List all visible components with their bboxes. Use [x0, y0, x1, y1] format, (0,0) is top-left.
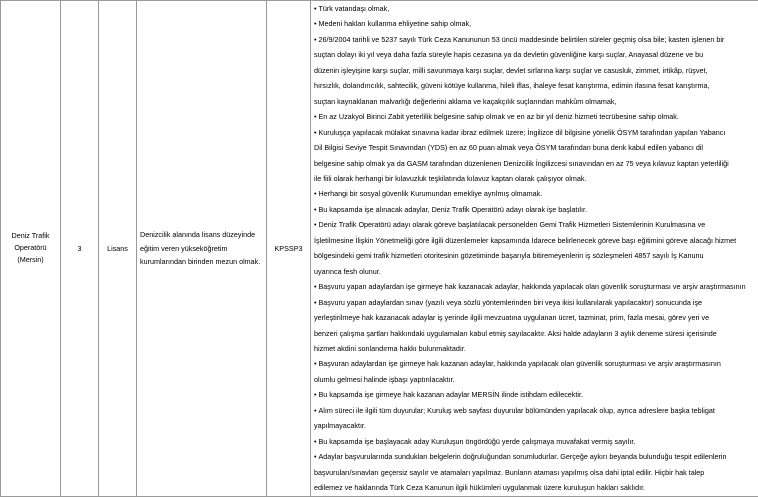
requirement-line: Denizcilik alanında lisans düzeyinde [140, 228, 263, 242]
condition-item: • Türk vatandaşı olmak, [314, 1, 755, 16]
condition-item-continuation: İşletilmesine İlişkin Yönetmeliği göre ilgili düzenlemeler kapsamında İdarece belirlenecek göreve başı eğitimini göreve alacağı hizmet [314, 233, 755, 248]
condition-item-continuation: suçtan dolayı iki yıl veya daha fazla süreyle hapis cezasına ya da devletin güvenliğine karşı suçlar, Anayasal düzene ve bu [314, 47, 755, 62]
condition-item: • Herhangi bir sosyal güvenlik Kurumundan emekliye ayrılmış olmamak. [314, 186, 755, 201]
condition-item: • Deniz Trafik Operatörü adayı olarak göreve başlatılacak personelden Gemi Trafik Hizmetleri Sistemlerinin Kurulmasına ve [314, 217, 755, 232]
condition-item-continuation: bölgesindeki gemi trafik hizmetleri otoritesinin gözetiminde başarıyla bitiremeyenlerin iş sözleşmeleri 4857 sayılı İş Kanunu [314, 248, 755, 263]
condition-item-continuation: benzeri çalışma şartları hakkındaki uygulamaları kabul etmiş sayılacaktır. Aksi halde adayların 3 aylık deneme süresi içerisinde [314, 326, 755, 341]
condition-item: • Bu kapsamda işe başlayacak aday Kuruluşun öngördüğü yerde çalışmaya muvafakat vermiş sayılır. [314, 434, 755, 449]
condition-item-continuation: olumlu gelmesi halinde işbaşı yaptırılacaktır. [314, 372, 755, 387]
condition-item: • Medeni hakları kullanma ehliyetine sahip olmak, [314, 16, 755, 31]
conditions-cell [311, 1, 758, 497]
position-title-line: Deniz Trafik [4, 230, 57, 242]
position-title-cell [1, 1, 61, 497]
condition-item-continuation: suçtan kaynaklanan malvarlığı değerlerini aklama ve kaçakçılık suçlarından mahkûm olmamak, [314, 94, 755, 109]
condition-item: • Adaylar başvurularında sundukları belgelerin doğruluğundan sorumludurlar. Gerçeğe aykırı beyanda bulunduğu tespit edilenlerin [314, 449, 755, 464]
requirement-line: kurumlarından birinden mezun olmak. [140, 255, 263, 269]
position-title-line: Operatörü [4, 242, 57, 254]
condition-item-continuation: ile fiili olarak herhangi bir kılavuzluk teşkilatında kılavuz kaptan olarak çalışıyor olmak. [314, 171, 755, 186]
condition-item: • Başvuran adaylardan işe girmeye hak kazanan adaylar, hakkında yapılacak olan güvenlik soruşturması ve arşiv araştırmasının [314, 356, 755, 371]
condition-item: • Kuruluşça yapılacak mülakat sınavına kadar ibraz edilmek üzere; İngilizce dil bilgisine yönelik ÖSYM tarafından yapılan Yabancı [314, 125, 755, 140]
condition-item-continuation: düzenin işleyişine karşı suçlar, milli savunmaya karşı suçlar, devlet sırlarına karşı suçlar ve casusluk, zimmet, irtikâp, rüşvet, [314, 63, 755, 78]
table-row [1, 1, 758, 497]
condition-item: • Bu kapsamda işe girmeye hak kazanan adaylar MERSİN ilinde istihdam edilecektir. [314, 387, 755, 402]
condition-item-continuation: hırsızlık, dolandırıcılık, sahtecilik, güveni kötüye kullanma, hileli iflas, ihaleye fesat karıştırma, edimin ifasına fesat karıştırma, [314, 78, 755, 93]
conditions-list [314, 1, 755, 496]
condition-item-continuation: hizmet akdini sonlandırma hakkı bulunmaktadır. [314, 341, 755, 356]
condition-item-continuation: belgesine sahip olmak ya da GASM tarafından düzenlenen Denizcilik İngilizcesi sınavından en az 75 veya kılavuz kaptan yeterliliği [314, 156, 755, 171]
condition-item: • En az Uzakyol Birinci Zabit yeterlilik belgesine sahip olmak ve en az bir yıl deniz hizmeti tecrübesine sahip olmak. [314, 109, 755, 124]
condition-item-continuation: yapılmayacaktır. [314, 418, 755, 433]
education-level-cell: Lisans [99, 1, 137, 497]
condition-item: • Başvuru yapan adaylardan işe girmeye hak kazanacak adaylar, hakkında yapılacak olan güvenlik soruşturması ve arşiv araştırmasının [314, 279, 755, 294]
condition-item-continuation: Dil Bilgisi Seviye Tespit Sınavından (YDS) en az 60 puan almak veya ÖSYM tarafından buna denk kabul edilen yabancı dil [314, 140, 755, 155]
education-requirement-cell [137, 1, 267, 497]
requirement-line: eğitim veren yükseköğretim [140, 242, 263, 256]
position-count-cell: 3 [61, 1, 99, 497]
condition-item-continuation: başvuruları/sınavları geçersiz sayılır ve atamaları yapılmaz. Bunların ataması yapılmış olsa dahi iptal edilir. Hiçbir hak talep [314, 465, 755, 480]
condition-item: • Alım süreci ile ilgili tüm duyurular; Kuruluş web sayfası duyurular bölümünden yapılacak olup, ayrıca adreslere başka tebligat [314, 403, 755, 418]
condition-item: • Başvuru yapan adaylardan sınav (yazılı veya sözlü yöntemlerinden biri veya ikisi kullanılarak yapılacaktır) sonucunda işe [314, 295, 755, 310]
condition-item-continuation: edilemez ve haklarında Türk Ceza Kanunun ilgili hükümleri uygulanmak üzere kuruluşun hakları saklıdır. [314, 480, 755, 495]
condition-item-continuation: uyarınca fesh olunur. [314, 264, 755, 279]
condition-item-continuation: yerleştirilmeye hak kazanacak adaylar iş yerinde ilgili mevzuatına uygulanan ücret, tazminat, prim, fazla mesai, görev yeri ve [314, 310, 755, 325]
exam-score-type-cell: KPSSP3 [267, 1, 311, 497]
condition-item: • 26/9/2004 tarihli ve 5237 sayılı Türk Ceza Kanununun 53 üncü maddesinde belirtilen süreler geçmiş olsa bile; kasten işlenen bir [314, 32, 755, 47]
position-title-line: (Mersin) [4, 254, 57, 266]
condition-item: • Bu kapsamda işe alınacak adaylar, Deniz Trafik Operatörü adayı olarak işe başlatılır. [314, 202, 755, 217]
